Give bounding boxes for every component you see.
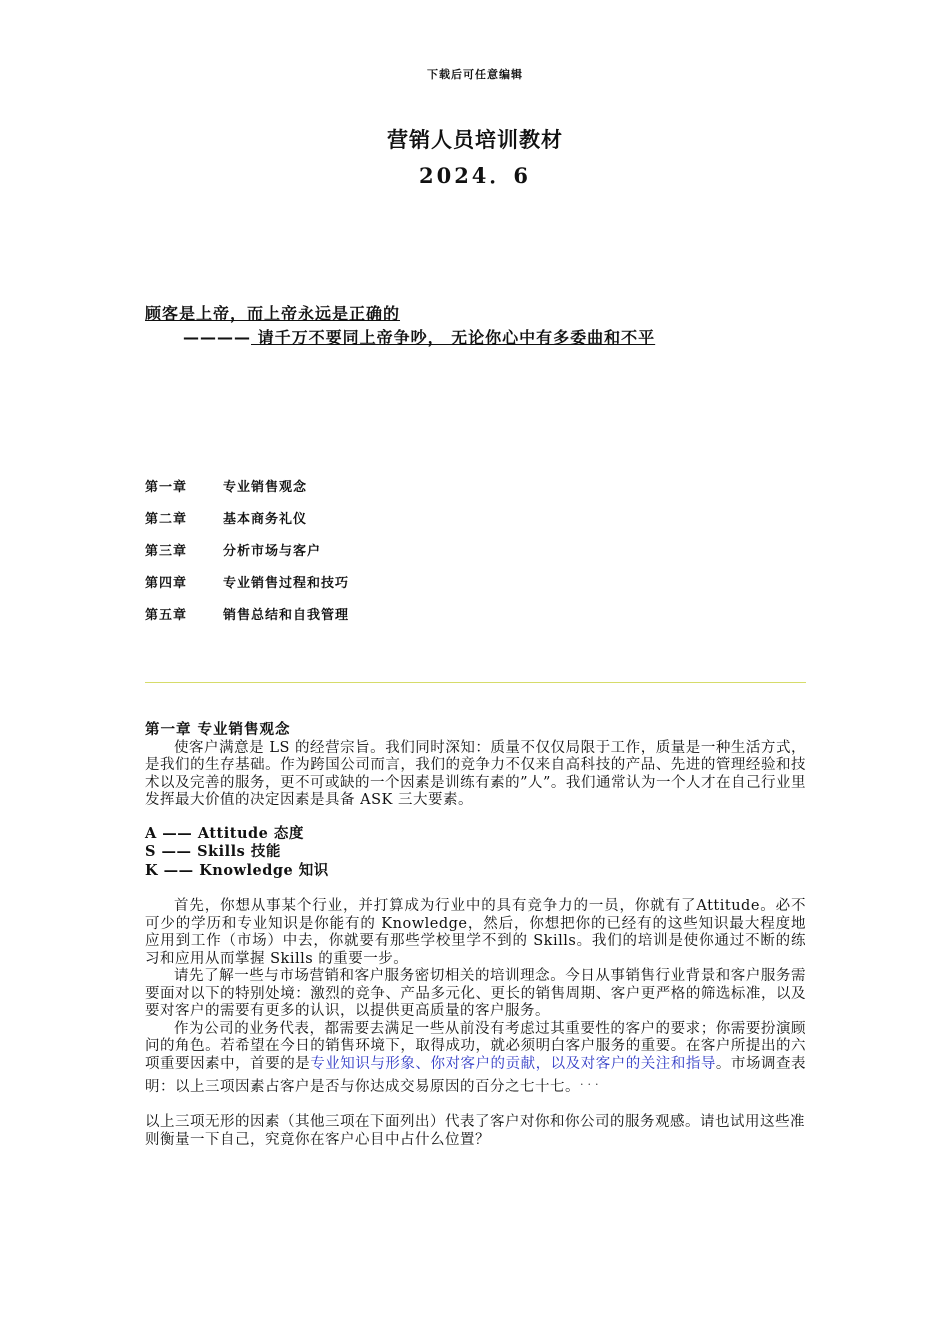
section-divider bbox=[145, 682, 806, 683]
paragraph-3-start: 作为公司的业务代表，都需要去满足一些从前没有考虑过其重要性的客户的要求；你需要扮演顾问的角色。若希望在今日的销售环境下，取得成功，就必须明白客户服务的重要。在客户所提出的六项重要因素中，首要的是 bbox=[145, 1020, 806, 1072]
ask-list bbox=[145, 825, 806, 881]
toc-chapter-number: 第三章 bbox=[145, 544, 188, 559]
motto-line-1: 顾客是上帝，而上帝永远是正确的 bbox=[145, 304, 401, 323]
toc-item[interactable] bbox=[145, 476, 349, 508]
toc-chapter-number: 第四章 bbox=[145, 576, 188, 591]
toc-item[interactable] bbox=[145, 604, 349, 636]
key-factors-link[interactable]: 专业知识与形象、你对客户的贡献，以及对客户的关注和指导 bbox=[310, 1055, 716, 1072]
document-title: 营销人员培训教材 bbox=[387, 128, 563, 152]
chapter-1-content bbox=[145, 722, 806, 1149]
toc-chapter-title: 基本商务礼仪 bbox=[223, 512, 308, 527]
toc-chapter-number: 第五章 bbox=[145, 608, 188, 623]
toc-chapter-title: 销售总结和自我管理 bbox=[223, 608, 350, 623]
ask-item-skills: S —— Skills 技能 bbox=[145, 843, 281, 860]
toc-chapter-title: 分析市场与客户 bbox=[223, 544, 322, 559]
document-date: 2024．6 bbox=[418, 163, 532, 188]
motto-line-2 bbox=[183, 325, 655, 348]
toc-chapter-title: 专业销售过程和技巧 bbox=[223, 576, 350, 591]
table-of-contents bbox=[145, 476, 349, 636]
toc-item[interactable] bbox=[145, 508, 349, 540]
intro-paragraph: 使客户满意是 LS 的经营宗旨。我们同时深知：质量不仅仅局限于工作，质量是一种生活方式，是我们的生存基础。作为跨国公司而言，我们的竞争力不仅来自高科技的产品、先进的管理经验和技术以及完善的服务，更不可或缺的一个因素是训练有素的”人”。我们通常认为一个人才在自己行业里发挥最大价值的决定因素是具备 ASK 三大要素。 bbox=[145, 739, 806, 808]
chapter-heading: 第一章 专业销售观念 bbox=[145, 722, 291, 738]
paragraph-3-end: 。市场调查表明：以上三项因素占客户是否与你达成交易原因的百分之七十七。 bbox=[145, 1055, 807, 1095]
download-note: 下载后可任意编辑 bbox=[427, 68, 523, 81]
paragraph-2: 请先了解一些与市场营销和客户服务密切相关的培训理念。今日从事销售行业背景和客户服务需要面对以下的特别处境：激烈的竞争、产品多元化、更长的销售周期、客户更严格的筛选标准，以及要对客户的需要有更多的认识，以提供更高质量的客户服务。 bbox=[145, 968, 806, 1019]
motto-line-2-text: 请千万不要同上帝争吵， 无论你心中有多委曲和不平 bbox=[251, 328, 656, 347]
toc-item[interactable] bbox=[145, 540, 349, 572]
toc-chapter-title: 专业销售观念 bbox=[223, 480, 308, 495]
toc-item[interactable] bbox=[145, 572, 349, 604]
toc-chapter-number: 第二章 bbox=[145, 512, 188, 527]
ask-item-attitude: A —— Attitude 态度 bbox=[145, 824, 304, 842]
ask-item-knowledge: K —— Knowledge 知识 bbox=[145, 861, 329, 879]
paragraph-3 bbox=[145, 1021, 806, 1097]
toc-chapter-number: 第一章 bbox=[145, 480, 188, 495]
comment-dots: ... bbox=[580, 1075, 603, 1088]
motto-dash: ———— bbox=[183, 328, 251, 347]
paragraph-1: 首先，你想从事某个行业，并打算成为行业中的具有竞争力的一员，你就有了Attitude。必不可少的学历和专业知识是你能有的 Knowledge，然后，你想把你的已经有的这些知识最大程度地应用到工作（市场）中去，你就要有那些学校里学不到的 Skills。我们的培训是使你通过不断的练习和应用从而掌握 Skills 的重要一步。 bbox=[145, 898, 806, 967]
paragraph-4: 以上三项无形的因素（其他三项在下面列出）代表了客户对你和你公司的服务观感。请也试用这些准则衡量一下自己，究竟你在客户心目中占什么位置？ bbox=[145, 1114, 805, 1148]
